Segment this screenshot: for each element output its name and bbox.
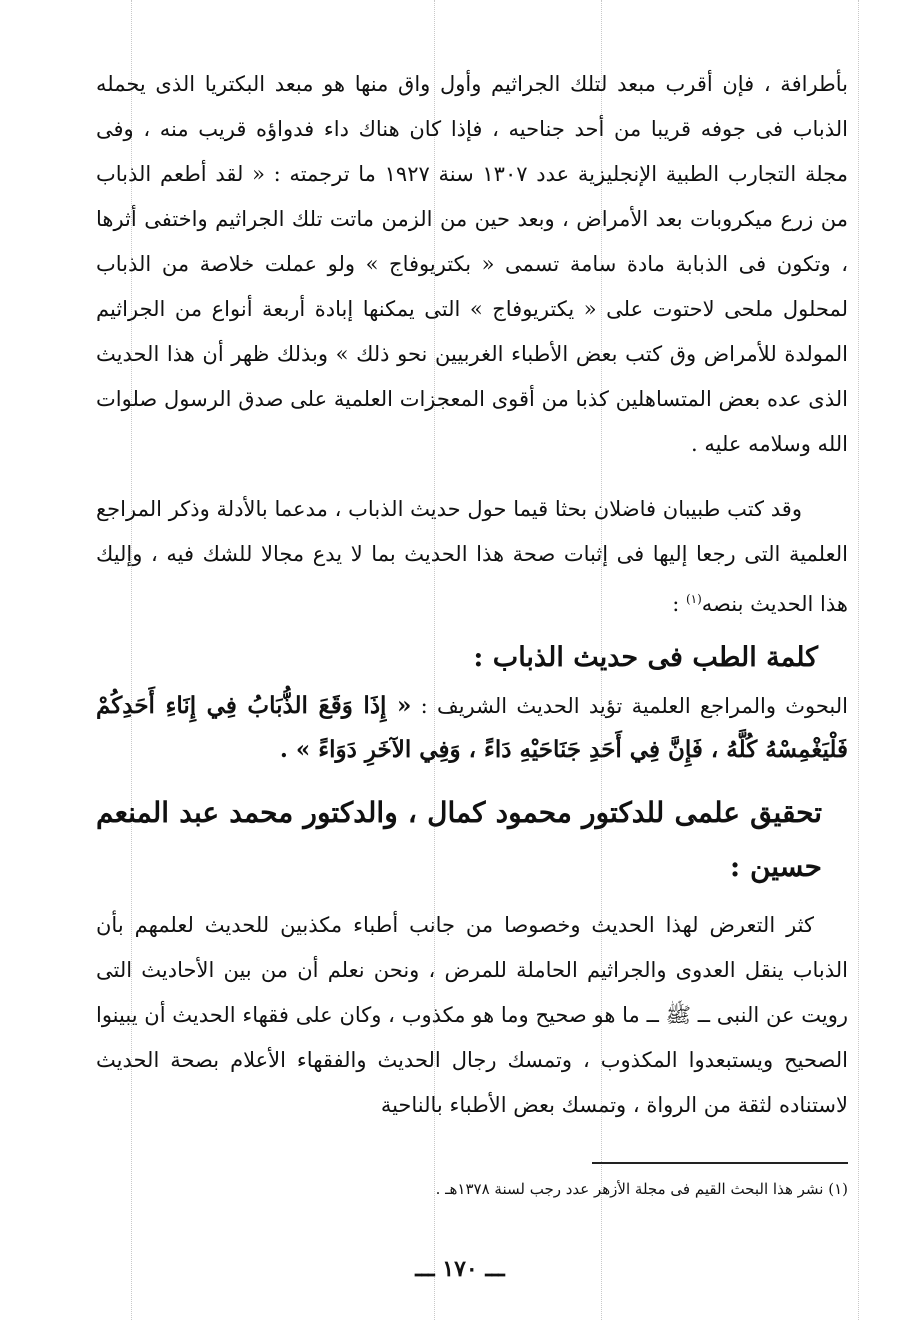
footnote-separator [592,1162,848,1164]
section-heading-medicine: كلمة الطب فى حديث الذباب : [473,642,818,673]
paragraph-doctors-research-text: وقد كتب طبيبان فاضلان بحثا قيما حول حديث الذباب ، مدعما بالأدلة وذكر المراجع العلمية التى رجعا إليها فى إثبات صحة هذا الحديث بما لا يدع مجالا للشك فيه ، وإليك هذا الحديث بنصه [96,497,848,616]
scan-guide-line [858,0,859,1320]
footnote: (١) نشر هذا البحث القيم فى مجلة الأزهر عدد رجب لسنة ١٣٧٨هـ . [435,1180,848,1198]
hadith-quote: « إِذَا وَقَعَ الذُّبَابُ فِي إِنَاءِ أَحَدِكُمْ فَلْيَغْمِسْهُ كُلَّهُ ، فَإِنَّ فِي أَحَدِ جَنَاحَيْهِ دَاءً ، وَفِي الآخَرِ دَوَاءً » . [96,692,848,763]
paragraph-criticism: كثر التعرض لهذا الحديث وخصوصا من جانب أطباء مكذبين للحديث لعلمهم بأن الذباب ينقل العدوى والجراثيم الحاملة للمرض ، ونحن نعلم أن من بين الأحاديث التى رويت عن النبى ــ ﷺ ــ ما هو صحيح وما هو مكذوب ، وكان على فقهاء الحديث أن يبينوا الصحيح ويستبعدوا المكذوب ، وتمسك رجال الحديث والفقهاء الأعلام بصحة الحديث لاستناده لثقة من الرواة ، وتمسك بعض الأطباء بالناحية [96,913,848,1117]
footnote-reference: (١) [685,592,702,606]
paragraph-hadith [96,684,848,772]
paragraph-doctors-research [96,487,848,627]
paragraph-doctors-research-end: : [672,592,686,616]
page-number: ـــ ١٧٠ ـــ [415,1256,505,1282]
hadith-intro: البحوث والمراجع العلمية تؤيد الحديث الشريف : [411,694,848,718]
section-heading-scientific-study: تحقيق علمى للدكتور محمود كمال ، والدكتور محمد عبد المنعم حسين : [96,796,822,883]
paragraph-bacteriophage: بأطرافة ، فإن أقرب مبعد لتلك الجراثيم وأول واق منها هو مبعد البكتريا الذى يحمله الذباب فى جوفه قريبا من أحد جناحيه ، فإذا كان هناك داء فدواؤه قريب منه ، وفى مجلة التجارب الطبية الإنجليزية عدد ١٣٠٧ سنة ١٩٢٧ ما ترجمته : « لقد أطعم الذباب من زرع ميكروبات بعد الأمراض ، وبعد حين من الزمن ماتت تلك الجراثيم واختفى أثرها ، وتكون فى الذبابة مادة سامة تسمى « بكتريوفاج » ولو عملت خلاصة من الذباب لمحلول ملحى لاحتوت على « يكتريوفاج » التى يمكنها إبادة أربعة أنواع من الجراثيم المولدة للأمراض وق كتب بعض الأطباء الغربيين نحو ذلك » وبذلك ظهر أن هذا الحديث الذى عده بعض المتساهلين كذبا من أقوى المعجزات العلمية على صدق الرسول صلوات الله وسلامه عليه . [96,72,848,456]
